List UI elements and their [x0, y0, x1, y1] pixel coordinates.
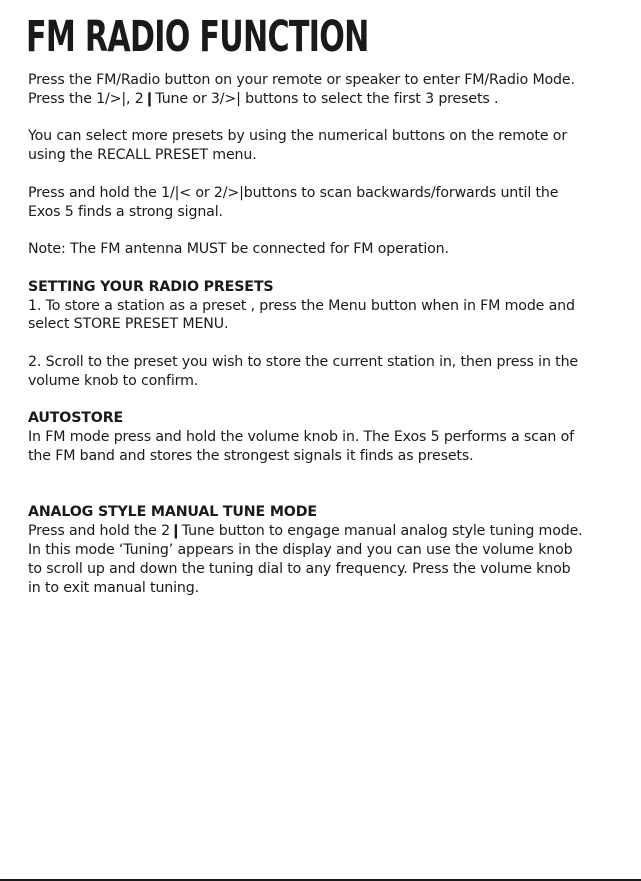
text-line: In FM mode press and hold the volume knob in. The Exos 5 performs a scan of	[28, 429, 574, 446]
autostore-paragraph	[28, 409, 628, 465]
text-line: Exos 5 finds a strong signal.	[28, 203, 223, 220]
text-line: You can select more presets by using the numerical buttons on the remote or	[28, 128, 567, 145]
note-paragraph	[28, 240, 628, 259]
text-line: volume knob to confirm.	[28, 372, 199, 389]
section-heading-manual-tune: ANALOG STYLE MANUAL TUNE MODE	[28, 504, 317, 521]
text-line: Press the 1/>|, 2❙Tune or 3/>| buttons to select the first 3 presets .	[28, 90, 499, 107]
intro-paragraph	[28, 71, 628, 109]
text-line: in to exit manual tuning.	[28, 579, 199, 596]
manual-tune-paragraph	[28, 503, 628, 597]
more-presets-paragraph	[28, 127, 628, 165]
text-line: select STORE PRESET MENU.	[28, 316, 229, 333]
page-content	[28, 71, 628, 616]
text-line: Press the FM/Radio button on your remote or speaker to enter FM/Radio Mode.	[28, 72, 575, 88]
section-heading-setting-presets: SETTING YOUR RADIO PRESETS	[28, 278, 274, 295]
text-line: using the RECALL PRESET menu.	[28, 147, 257, 164]
text-line: Press and hold the 1/|< or 2/>|buttons to scan backwards/forwards until the	[28, 184, 559, 201]
setting-presets-step1	[28, 278, 628, 334]
text-line: the FM band and stores the strongest signals it finds as presets.	[28, 447, 474, 464]
page-title: FM RADIO FUNCTION	[26, 12, 369, 62]
text-line: 1. To store a station as a preset , press the Menu button when in FM mode and	[28, 297, 575, 314]
scan-paragraph	[28, 184, 628, 222]
text-line: Press and hold the 2❙Tune button to engage manual analog style tuning mode.	[28, 523, 583, 540]
section-heading-autostore: AUTOSTORE	[28, 410, 124, 427]
text-line: Note: The FM antenna MUST be connected for FM operation.	[28, 241, 449, 258]
text-line: In this mode ‘Tuning’ appears in the display and you can use the volume knob	[28, 541, 573, 558]
text-line: 2. Scroll to the preset you wish to store the current station in, then press in the	[28, 353, 578, 370]
text-line: to scroll up and down the tuning dial to any frequency. Press the volume knob	[28, 560, 571, 577]
spacer	[28, 485, 628, 504]
setting-presets-step2	[28, 353, 628, 391]
